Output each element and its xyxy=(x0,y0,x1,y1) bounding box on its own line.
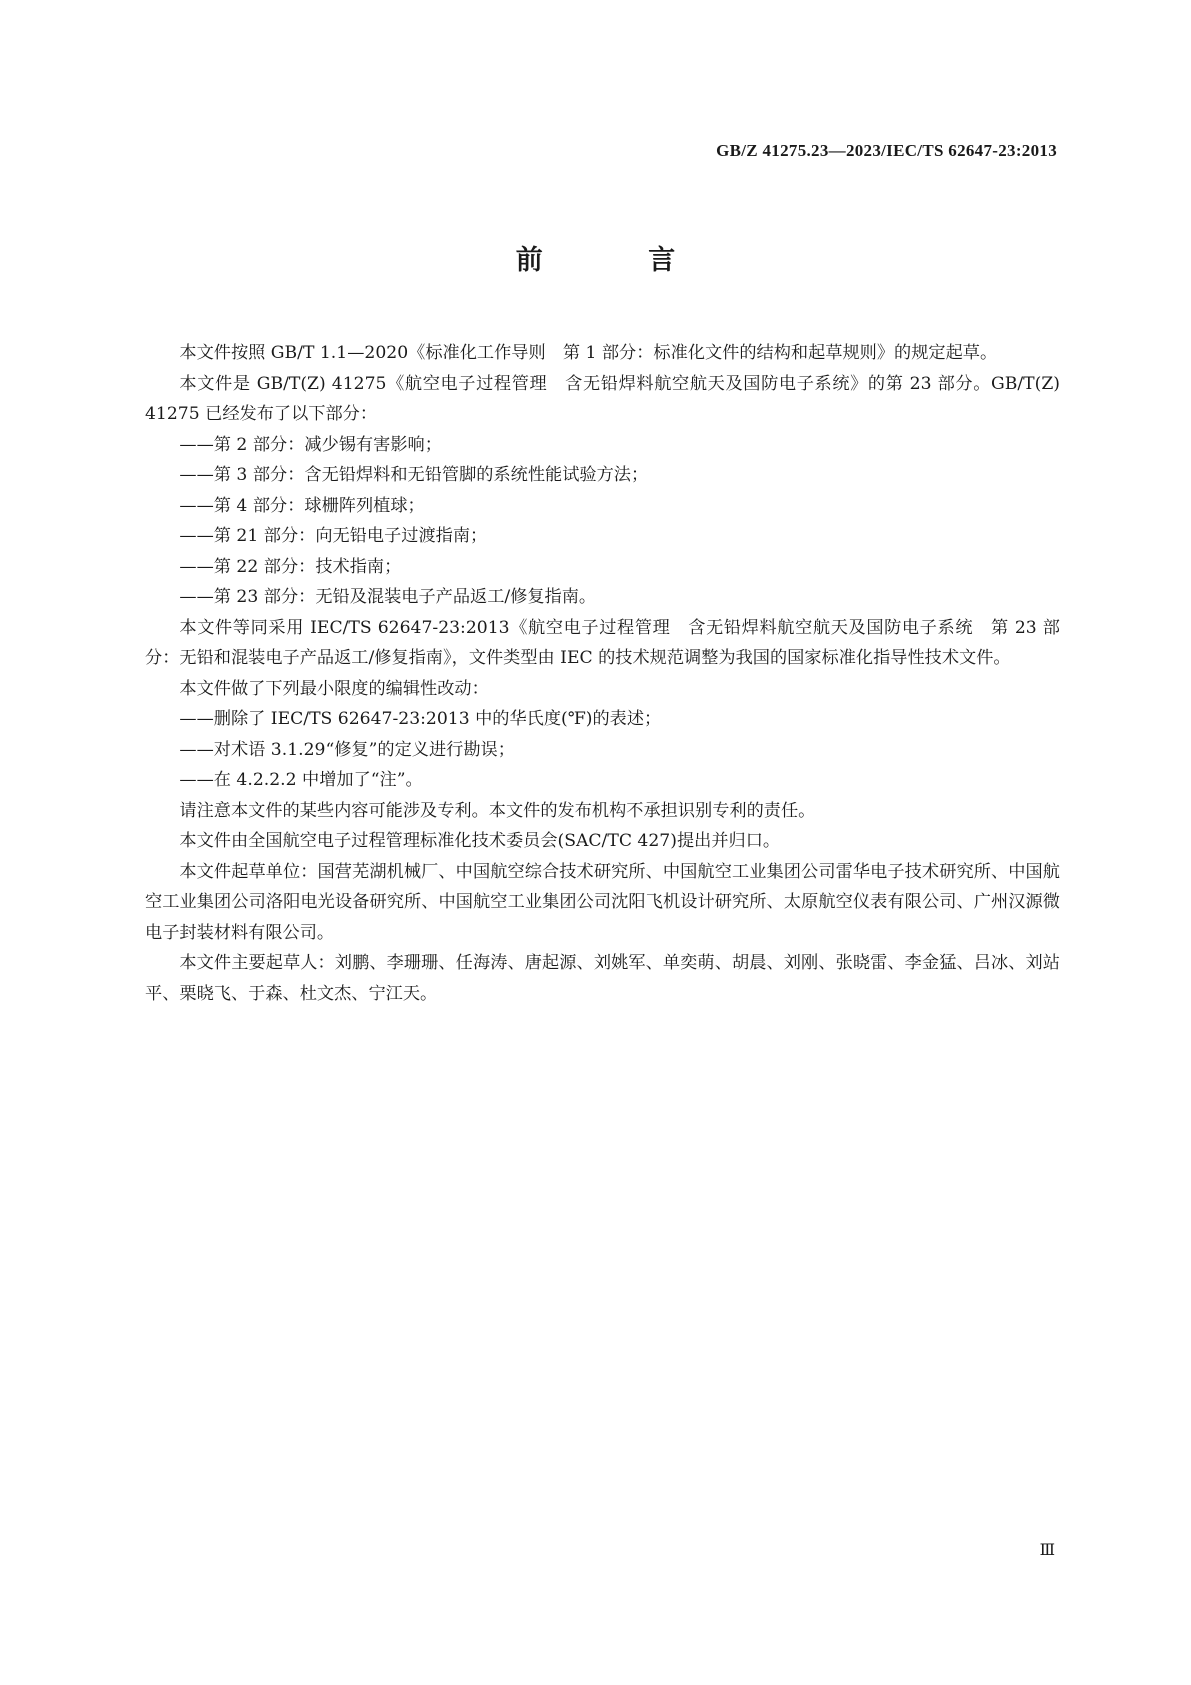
standard-number: GB/Z 41275.23—2023/IEC/TS 62647-23:2013 xyxy=(716,141,1057,160)
paragraph: 本文件主要起草人：刘鹏、李珊珊、任海涛、唐起源、刘姚军、单奕萌、胡晨、刘刚、张晓雷、李金猛、吕冰、刘站平、栗晓飞、于森、杜文杰、宁江天。 xyxy=(145,953,1060,1004)
list-item: ——对术语 3.1.29“修复”的定义进行勘误； xyxy=(179,739,515,760)
paragraph: 请注意本文件的某些内容可能涉及专利。本文件的发布机构不承担识别专利的责任。 xyxy=(179,800,816,821)
foreword-body xyxy=(145,338,1060,1009)
page-number: Ⅲ xyxy=(1039,1542,1055,1559)
paragraph: 本文件做了下列最小限度的编辑性改动： xyxy=(179,678,489,699)
list-item: ——第 21 部分：向无铅电子过渡指南； xyxy=(179,526,488,546)
paragraph: 本文件起草单位：国营芜湖机械厂、中国航空综合技术研究所、中国航空工业集团公司雷华电子技术研究所、中国航空工业集团公司洛阳电光设备研究所、中国航空工业集团公司沈阳飞机设计研究所、太原航空仪表有限公司、广州汉源微电子封装材料有限公司。 xyxy=(145,861,1060,943)
list-item: ——第 2 部分：减少锡有害影响； xyxy=(179,434,442,455)
paragraph: 本文件是 GB/T(Z) 41275《航空电子过程管理 含无铅焊料航空航天及国防电子系统》的第 23 部分。GB/T(Z) 41275 已经发布了以下部分： xyxy=(145,373,1060,424)
page-title: 前 言 xyxy=(515,245,724,276)
list-item: ——第 23 部分：无铅及混装电子产品返工/修复指南。 xyxy=(179,587,597,607)
paragraph: 本文件由全国航空电子过程管理标准化技术委员会(SAC/TC 427)提出并归口。 xyxy=(179,831,781,851)
list-item: ——第 22 部分：技术指南； xyxy=(179,556,402,577)
list-item: ——删除了 IEC/TS 62647-23:2013 中的华氏度(℉)的表述； xyxy=(179,709,662,729)
list-item: ——第 4 部分：球栅阵列植球； xyxy=(179,495,425,516)
paragraph: 本文件等同采用 IEC/TS 62647-23:2013《航空电子过程管理 含无铅焊料航空航天及国防电子系统 第 23 部分：无铅和混装电子产品返工/修复指南》，文件类型由 IEC 的技术规范调整为我国的国家标准化指导性技术文件。 xyxy=(145,617,1060,668)
list-item: ——在 4.2.2.2 中增加了“注”。 xyxy=(179,770,423,790)
list-item: ——第 3 部分：含无铅焊料和无铅管脚的系统性能试验方法； xyxy=(179,465,649,485)
paragraph: 本文件按照 GB/T 1.1—2020《标准化工作导则 第 1 部分：标准化文件的结构和起草规则》的规定起草。 xyxy=(179,343,998,363)
